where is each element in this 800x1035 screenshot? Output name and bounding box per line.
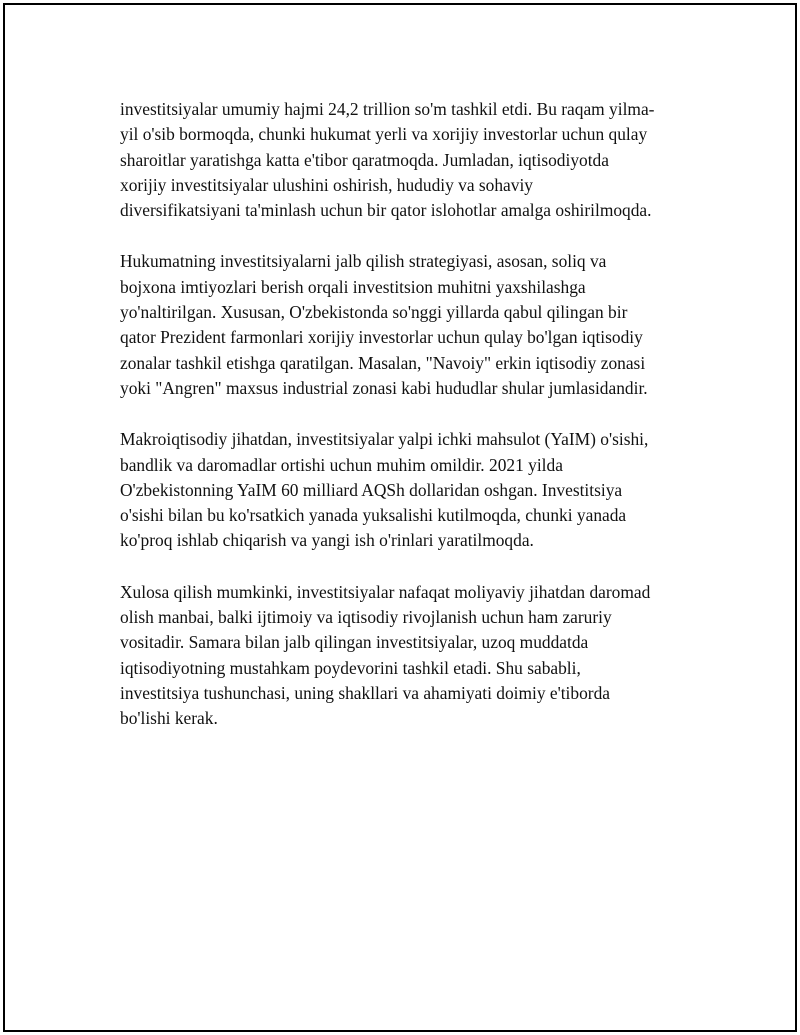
document-body [120, 97, 695, 758]
text-line: sharoitlar yaratishga katta e'tibor qaratmoqda. Jumladan, iqtisodiyotda [120, 149, 609, 170]
paragraph-2 [120, 249, 695, 401]
text-line: xorijiy investitsiyalar ulushini oshirish, hududiy va sohaviy [120, 174, 534, 195]
text-line: yo'naltirilgan. Xususan, O'zbekistonda so'nggi yillarda qabul qilingan bir [120, 302, 628, 323]
text-line: yil o'sib bormoqda, chunki hukumat yerli va xorijiy investorlar uchun qulay [120, 124, 648, 145]
paragraph-4 [120, 580, 695, 732]
text-line: o'sishi bilan bu ko'rsatkich yanada yuksalishi kutilmoqda, chunki yanada [120, 505, 627, 526]
text-line: Xulosa qilish mumkinki, investitsiyalar nafaqat moliyaviy jihatdan daromad [120, 581, 651, 602]
text-line: Hukumatning investitsiyalarni jalb qilish strategiyasi, asosan, soliq va [120, 251, 607, 272]
text-line: bo'lishi kerak. [120, 708, 218, 729]
text-line: investitsiyalar umumiy hajmi 24,2 trillion so'm tashkil etdi. Bu raqam yilma- [120, 99, 655, 119]
text-line: ko'proq ishlab chiqarish va yangi ish o'rinlari yaratilmoqda. [120, 530, 534, 551]
text-line: vositadir. Samara bilan jalb qilingan investitsiyalar, uzoq muddatda [120, 632, 589, 653]
document-page [3, 3, 797, 1032]
text-line: bandlik va daromadlar ortishi uchun muhim omildir. 2021 yilda [120, 454, 563, 475]
text-line: diversifikatsiyani ta'minlash uchun bir qator islohotlar amalga oshirilmoqda. [120, 200, 652, 221]
text-line: iqtisodiyotning mustahkam poydevorini tashkil etadi. Shu sababli, [120, 657, 581, 678]
text-line: zonalar tashkil etishga qaratilgan. Masalan, "Navoiy" erkin iqtisodiy zonasi [120, 352, 646, 373]
text-line: Makroiqtisodiy jihatdan, investitsiyalar yalpi ichki mahsulot (YaIM) o'sishi, [120, 429, 649, 450]
paragraph-1 [120, 97, 695, 223]
text-line: olish manbai, balki ijtimoiy va iqtisodiy rivojlanish uchun ham zaruriy [120, 607, 612, 628]
text-line: O'zbekistonning YaIM 60 milliard AQSh dollaridan oshgan. Investitsiya [120, 479, 623, 500]
text-line: qator Prezident farmonlari xorijiy investorlar uchun qulay bo'lgan iqtisodiy [120, 327, 643, 348]
paragraph-3 [120, 427, 695, 553]
text-line: investitsiya tushunchasi, uning shakllari va ahamiyati doimiy e'tiborda [120, 682, 610, 703]
text-line: yoki "Angren" maxsus industrial zonasi kabi hududlar shular jumlasidandir. [120, 377, 648, 398]
text-line: bojxona imtiyozlari berish orqali investitsion muhitni yaxshilashga [120, 276, 586, 297]
